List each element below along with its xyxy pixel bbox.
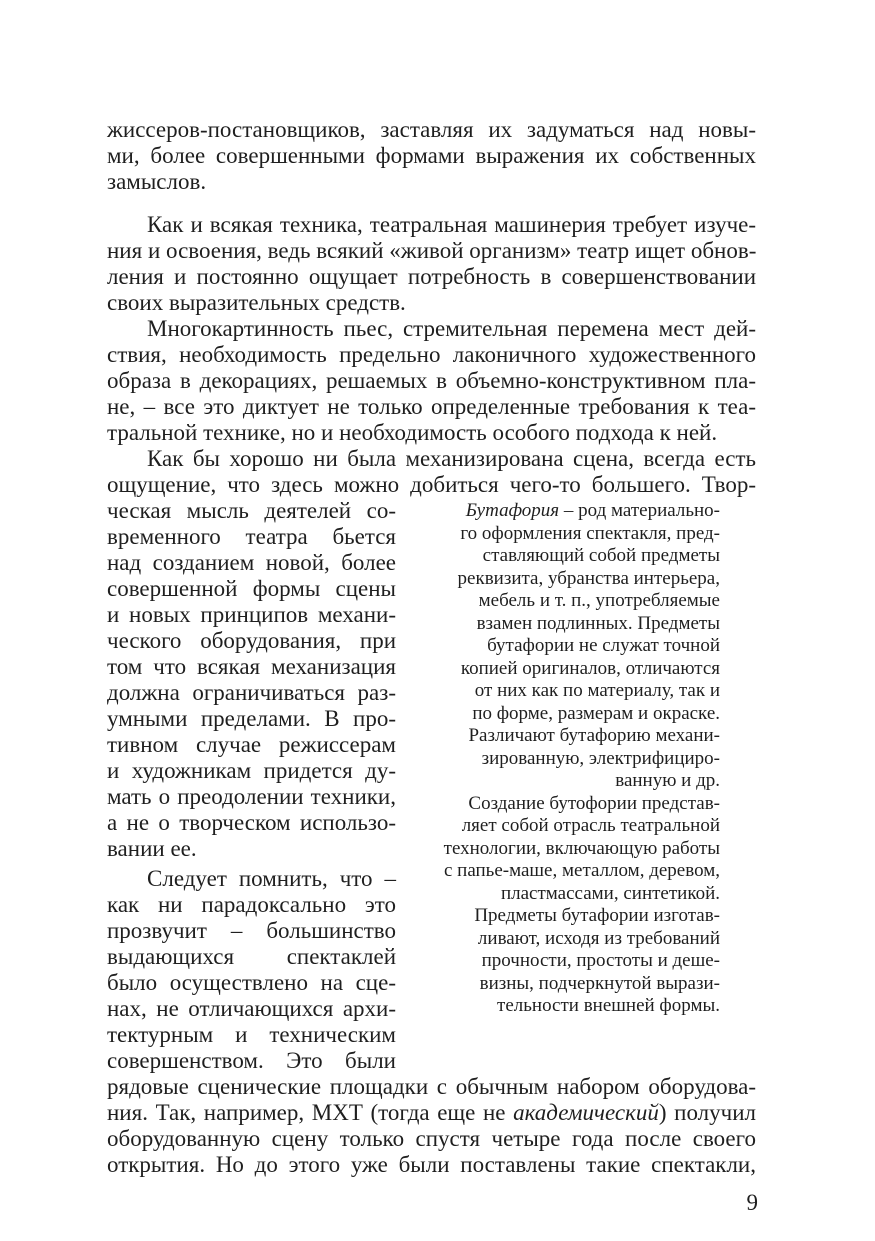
sidebar-line: Предметы бутафории изготав- — [474, 905, 720, 926]
text-line: замыслов. — [107, 169, 207, 194]
text-line: ления и постоянно ощущает потребность в совершенствовании — [107, 264, 756, 289]
text-line: совершенством. Это были — [107, 1048, 396, 1073]
sidebar-line: го оформления спектакля, пред- — [460, 522, 720, 544]
text-span: ния. Так, например, МХТ (тогда еще не — [107, 1100, 514, 1125]
sidebar-line: ляет собой отрасль театральной — [461, 815, 720, 836]
sidebar-line: ванную и др. — [615, 770, 720, 791]
text-line: ощущение, что здесь можно добиться чего-то большего. Твор- — [107, 472, 756, 497]
text-line: ния и освоения, ведь всякий «живой организм» театр ищет обнов- — [107, 238, 757, 263]
text-line: и новых принципов механи- — [107, 602, 396, 627]
sidebar-line: прочности, простоты и деше- — [481, 950, 720, 971]
sidebar-line: по форме, размерам и окраске. — [472, 702, 720, 724]
text-line: вании ее. — [107, 836, 197, 861]
text-line — [107, 1100, 756, 1126]
page-number: 9 — [746, 1190, 758, 1215]
text-line: своих выразительных средств. — [107, 290, 406, 315]
sidebar-line: с папье-маше, металлом, деревом, — [443, 860, 720, 881]
sidebar-line: ставляющий собой предметы — [482, 545, 720, 566]
text-line: как ни парадоксально это — [107, 892, 396, 917]
text-line: над созданием новой, более — [107, 550, 396, 575]
sidebar-line: от них как по материалу, так и — [474, 680, 720, 701]
text-line: Многокартинность пьес, стремительная перемена мест дей- — [147, 316, 756, 341]
text-line: тральной технике, но и необходимость особого подхода к ней. — [107, 420, 718, 445]
sidebar-first-line-rest: – род материально- — [559, 500, 720, 521]
text-line: жиссеров-постановщиков, заставляя их задуматься над новы- — [107, 117, 756, 142]
text-line: нах, не отличающихся архи- — [107, 996, 396, 1021]
text-line: Следует помнить, что – — [147, 866, 396, 891]
sidebar-line: Различают бутафорию механи- — [468, 725, 720, 746]
text-line: не, – все это диктует не только определенные требования к теа- — [107, 394, 756, 419]
text-line: тектурным и техническим — [107, 1022, 396, 1047]
text-line: и художникам придется ду- — [107, 758, 396, 783]
sidebar-line: визны, подчеркнутой вырази- — [479, 972, 720, 994]
text-line: совершенной формы сцены — [107, 576, 396, 601]
text-line: Как бы хорошо ни была механизирована сцена, всегда есть — [147, 446, 756, 471]
sidebar-line: ливают, исходя из требований — [477, 927, 720, 949]
sidebar-line: копией оригиналов, отличаются — [460, 657, 720, 679]
sidebar-line: бутафории не служат точной — [487, 635, 720, 656]
text-line: мать о преодолении техники, — [107, 784, 396, 809]
text-line: Как и всякая техника, театральная машинерия требует изуче- — [147, 212, 756, 237]
text-line: образа в декорациях, решаемых в объемно-конструктивном пла- — [107, 368, 756, 393]
text-line: временного театра бьется — [107, 524, 396, 549]
sidebar-line: Создание бутофории представ- — [468, 792, 720, 814]
text-line: ческая мысль деятелей со- — [107, 498, 396, 523]
text-line: было осуществлено на сце- — [107, 970, 396, 995]
text-line: должна ограничиваться раз- — [107, 680, 396, 705]
sidebar-line: тельности внешней формы. — [497, 995, 720, 1016]
sidebar-term: Бутафория — [465, 500, 560, 521]
sidebar-line: реквизита, убранства интерьера, — [457, 567, 720, 589]
sidebar-line: зированную, электрифициро- — [481, 747, 720, 769]
sidebar-line: пластмассами, синтетикой. — [500, 882, 720, 904]
text-span: ) получил — [658, 1100, 756, 1125]
text-line: рядовые сценические площадки с обычным набором оборудова- — [107, 1074, 756, 1099]
sidebar-line: технологии, включающую работы — [443, 837, 720, 859]
text-line: том что всякая механизация — [107, 654, 396, 679]
text-line: оборудованную сцену только спустя четыре года после своего — [107, 1126, 756, 1151]
sidebar-definition — [427, 500, 720, 1018]
sidebar-line — [427, 500, 720, 523]
text-line: ческого оборудования, при — [107, 628, 396, 653]
text-line: тивном случае режиссерам — [107, 732, 396, 757]
text-line: прозвучит – большинство — [107, 918, 396, 943]
text-line: ми, более совершенными формами выражения их собственных — [107, 143, 756, 168]
text-line: открытия. Но до этого уже были поставлены такие спектакли, — [107, 1152, 756, 1177]
italic-word: академический — [513, 1100, 659, 1125]
text-line: умными пределами. В про- — [107, 706, 396, 731]
sidebar-line: взамен подлинных. Предметы — [476, 612, 720, 634]
sidebar-line: мебель и т. п., употребляемые — [478, 590, 720, 611]
text-line: выдающихся спектаклей — [107, 944, 396, 969]
text-line: ствия, необходимость предельно лаконичного художественного — [107, 342, 756, 367]
text-line: а не о творческом использо- — [107, 810, 396, 835]
